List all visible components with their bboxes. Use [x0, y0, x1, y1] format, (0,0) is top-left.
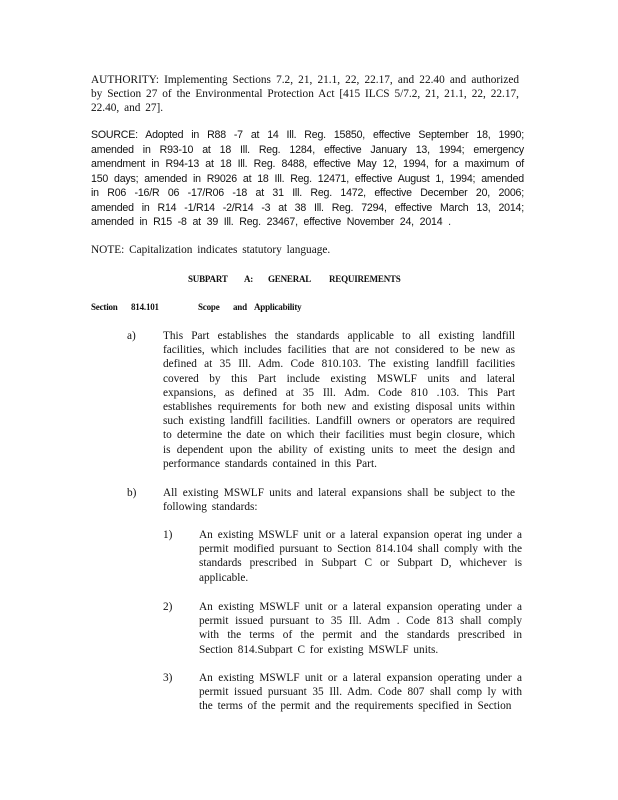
section-applicability: Applicability: [254, 302, 302, 312]
note-paragraph: NOTE: Capitalization indicates statutory language.: [91, 244, 331, 256]
authority-paragraph: AUTHORITY: Implementing Sections 7.2, 21, 21.1, 22, 22.17, and 22.40 and authorized by Section 27 of the Environmental Protection Act [415 ILCS 5/7.2, 21, 21.1, 22, 22.17, 22.40, and 27].: [91, 74, 519, 115]
para-b-text: All existing MSWLF units and lateral expansions shall be subject to the following standards:: [163, 487, 515, 514]
subpart-general: GENERAL: [268, 274, 312, 284]
section-number: 814.101: [131, 302, 159, 312]
para-a-text: This Part establishes the standards applicable to all existing landfill facilities, which includes facilities that are not considered to be new as defined at 35 Ill. Adm. Code 810.103. The existing landfill facilities covered by this Part include existing MSWLF units and lateral expansions, as defined at 35 Ill. Adm. Code 810 .103. This Part establishes requirements for both new and existing disposal units within such existing landfill facilities. Landfill owners or operators are required to determine the date on which their facilities must begin closure, which is dependent upon the ability of existing units to meet the design and performance standards contained in this Part.: [163, 330, 515, 470]
item-2-text: An existing MSWLF unit or a lateral expansion operating under a permit issued pursuant to 35 Ill. Adm . Code 813 shall comply with the terms of the permit and the standards prescribed in Section 814.Subpart C for existing MSWLF units.: [199, 601, 522, 656]
item-1-text: An existing MSWLF unit or a lateral expansion operat ing under a permit modified pursuant to Section 814.104 shall comply with the standards prescribed in Subpart C or Subpart D, whichever is applicable.: [199, 529, 522, 584]
subpart-label: SUBPART: [188, 274, 228, 284]
item-1-marker: 1): [163, 529, 173, 541]
subpart-letter: A:: [244, 274, 254, 284]
section-label: Section: [91, 302, 118, 312]
item-3-text: An existing MSWLF unit or a lateral expansion operating under a permit issued pursuant 35 Ill. Adm. Code 807 shall comp ly with the terms of the permit and the requirements specified in Section: [199, 672, 522, 713]
item-3-marker: 3): [163, 672, 173, 684]
section-scope: Scope: [198, 302, 220, 312]
para-b-marker: b): [127, 487, 137, 499]
source-paragraph: SOURCE: Adopted in R88 -7 at 14 Ill. Reg. 15850, effective September 18, 1990; amended in R93-10 at 18 Ill. Reg. 1284, effective January 13, 1994; emergency amendment in R94-13 at 18 Ill. Reg. 8488, effective May 12, 1994, for a maximum of 150 days; amended in R9026 at 18 Ill. Reg. 12471, effective August 1, 1994; amended in R06 -16/R 06 -17/R06 -18 at 31 Ill. Reg. 1472, effective December 20, 2006; amended in R14 -1/R14 -2/R14 -3 at 38 Ill. Reg. 7294, effective March 13, 2014; amended in R15 -8 at 39 Ill. Reg. 23467, effective November 24, 2014 .: [91, 129, 524, 228]
subpart-requirements: REQUIREMENTS: [329, 274, 401, 284]
section-and: and: [233, 302, 247, 312]
item-2-marker: 2): [163, 601, 173, 613]
para-a-marker: a): [127, 330, 136, 342]
